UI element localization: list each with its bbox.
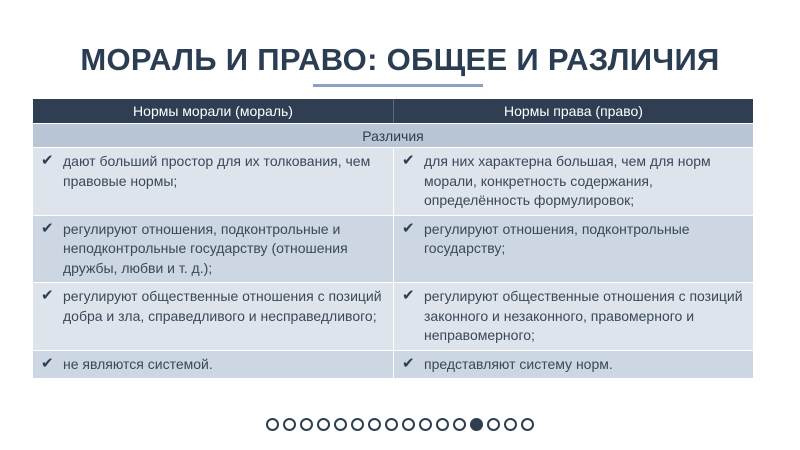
law-cell	[393, 148, 753, 215]
check-icon: ✔	[402, 218, 415, 237]
pager-dot[interactable]	[436, 418, 449, 431]
header-morality: Нормы морали (мораль)	[133, 103, 293, 119]
table-row	[33, 147, 753, 215]
cell-text: регулируют общественные отношения с позиций законного и незаконного, правомерного и неправомерного;	[424, 288, 743, 343]
pager-dot[interactable]	[283, 418, 296, 431]
cell-text: для них характерна большая, чем для норм морали, конкретность содержания, определённость формулировок;	[424, 153, 711, 208]
morality-cell	[33, 216, 393, 283]
title-underline	[313, 84, 483, 87]
slide-pager	[0, 418, 800, 431]
pager-dot[interactable]	[402, 418, 415, 431]
header-law: Нормы права (право)	[393, 99, 753, 123]
cell-text: регулируют отношения, подконтрольные государству;	[424, 220, 690, 256]
pager-dot[interactable]	[470, 418, 483, 431]
morality-cell	[33, 351, 393, 379]
comparison-table	[33, 99, 753, 378]
cell-text: дают больший простор для их толкования, чем правовые нормы;	[63, 153, 371, 189]
morality-cell	[33, 148, 393, 215]
pager-dot[interactable]	[521, 418, 534, 431]
pager-dot[interactable]	[487, 418, 500, 431]
cell-text: представляют систему норм.	[424, 355, 613, 372]
differences-subheader: Различия	[33, 123, 753, 147]
check-icon: ✔	[41, 218, 54, 237]
pager-dot[interactable]	[317, 418, 330, 431]
cell-text: не являются системой.	[63, 355, 213, 372]
pager-dot[interactable]	[385, 418, 398, 431]
pager-dot[interactable]	[266, 418, 279, 431]
check-icon: ✔	[41, 353, 54, 372]
check-icon: ✔	[402, 353, 415, 372]
table-row	[33, 215, 753, 283]
law-cell	[393, 283, 753, 350]
pager-dot[interactable]	[453, 418, 466, 431]
cell-text: регулируют отношения, подконтрольные и неподконтрольные государству (отношения дружбы, любви и т. д.);	[63, 220, 348, 276]
pager-dot[interactable]	[300, 418, 313, 431]
check-icon: ✔	[41, 151, 54, 169]
morality-cell	[33, 283, 393, 350]
table-row	[33, 350, 753, 379]
check-icon: ✔	[41, 286, 54, 304]
pager-dot[interactable]	[334, 418, 347, 431]
pager-dot[interactable]	[419, 418, 432, 431]
slide-title: МОРАЛЬ И ПРАВО: ОБЩЕЕ И РАЗЛИЧИЯ	[80, 42, 720, 77]
cell-text: регулируют общественные отношения с позиций добра и зла, справедливого и несправедливого;	[63, 288, 382, 324]
pager-dot[interactable]	[504, 418, 517, 431]
pager-dot[interactable]	[368, 418, 381, 431]
table-header-row	[33, 99, 753, 123]
law-cell	[393, 216, 753, 283]
check-icon: ✔	[402, 151, 415, 169]
pager-dot[interactable]	[351, 418, 364, 431]
check-icon: ✔	[402, 286, 415, 304]
table-row	[33, 282, 753, 350]
law-cell	[393, 351, 753, 379]
